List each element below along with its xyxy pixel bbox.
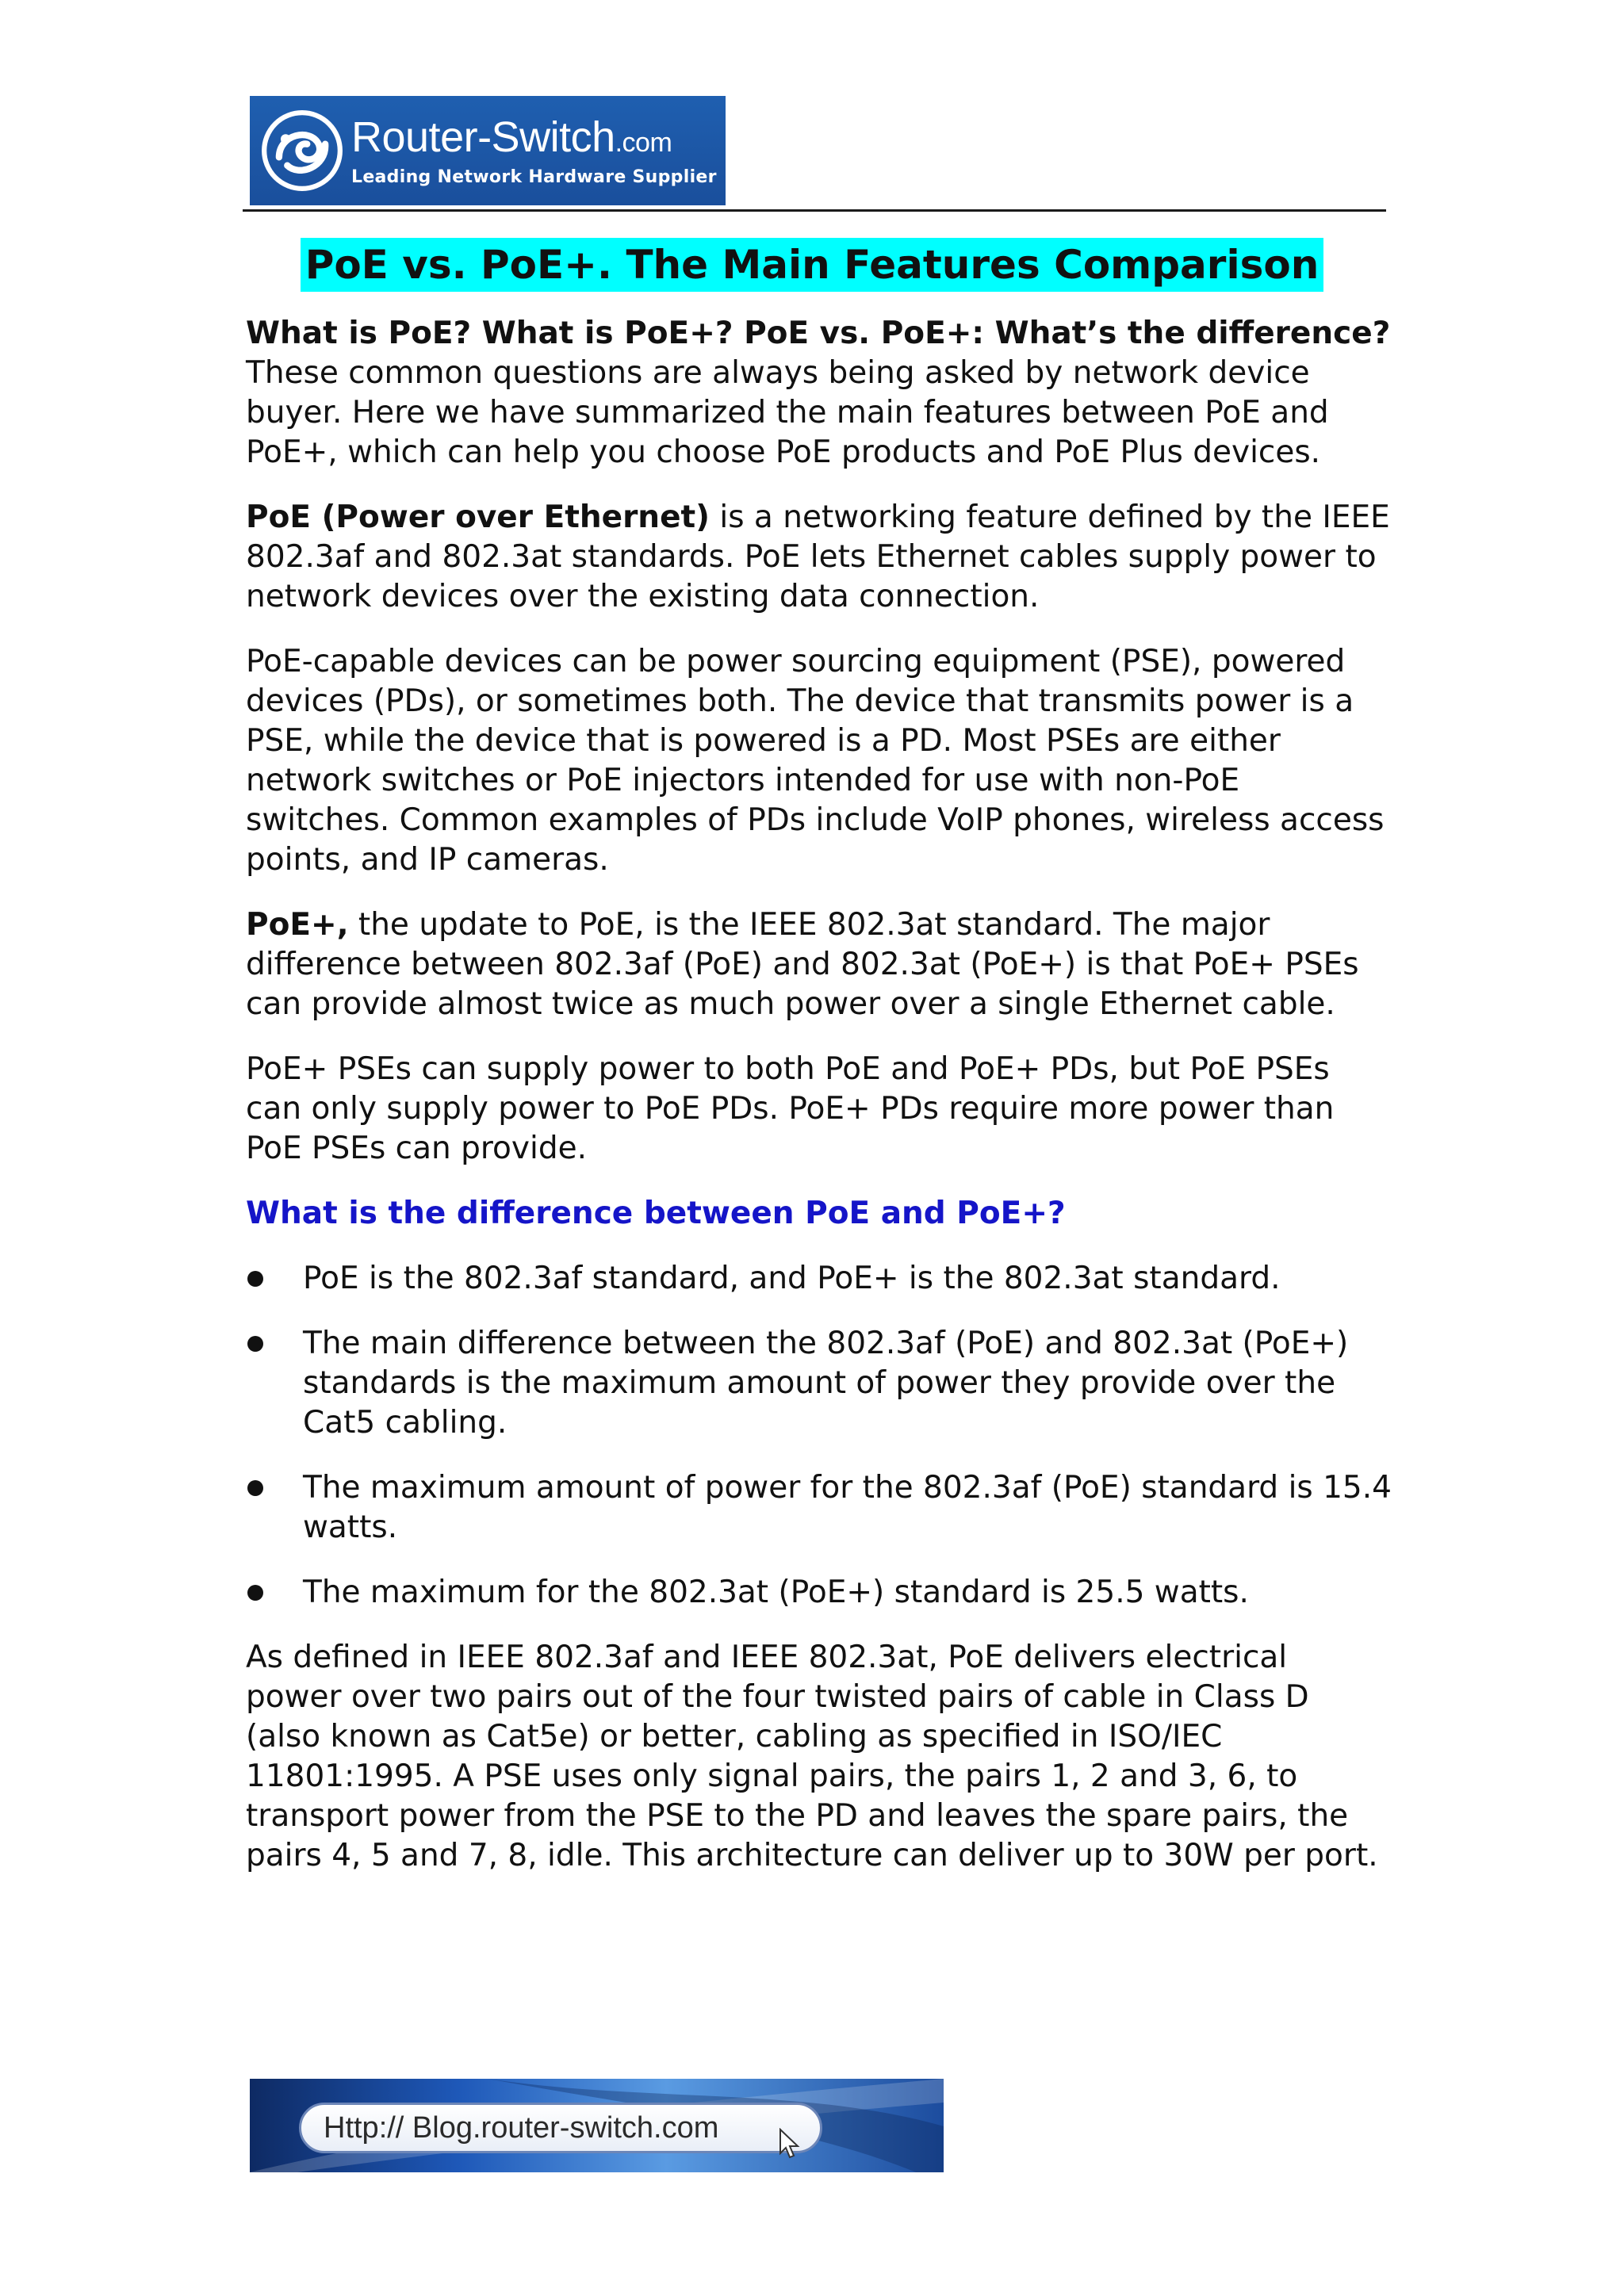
intro-paragraph <box>246 314 1392 473</box>
title-container <box>0 238 1624 292</box>
bullet-dot-icon <box>247 1336 263 1352</box>
list-item <box>246 1573 1392 1613</box>
difference-list <box>246 1259 1392 1613</box>
list-item-text: The maximum for the 802.3at (PoE+) standard is 25.5 watts. <box>303 1575 1249 1610</box>
router-switch-logo[interactable] <box>250 96 726 205</box>
logo-suffix: .com <box>615 127 672 158</box>
list-item-text: PoE is the 802.3af standard, and PoE+ is the 802.3at standard. <box>303 1261 1281 1296</box>
list-item-text: The main difference between the 802.3af (PoE) and 802.3at (PoE+) standards is the maximum amount of power they provide over the Cat5 cabling. <box>303 1326 1349 1441</box>
intro-text: These common questions are always being asked by network device buyer. Here we have summarized the main features between PoE and PoE+, which can help you choose PoE products and PoE Plus devices. <box>246 355 1329 470</box>
devices-paragraph: PoE-capable devices can be power sourcing equipment (PSE), powered devices (PDs), or sometimes both. The device that transmits power is a PSE, while the device that is powered is a PD. Most PSEs are either network switches or PoE injectors intended for use with non-PoE switches. Common examples of PDs include VoIP phones, wireless access points, and IP cameras. <box>246 644 1385 878</box>
logo-name: Router-Switch.com <box>351 113 672 161</box>
bullet-dot-icon <box>247 1585 263 1601</box>
list-item <box>246 1468 1392 1548</box>
header-divider <box>243 209 1386 212</box>
poe-term: PoE (Power over Ethernet) <box>246 499 710 535</box>
logo-swirl-icon <box>261 109 343 192</box>
blog-banner[interactable] <box>250 2079 944 2172</box>
blog-url-text: Http:// Blog.router-switch.com <box>324 2110 719 2145</box>
bullet-dot-icon <box>247 1480 263 1496</box>
poe-definition-text: is a networking feature defined by the IEEE 802.3af and 802.3at standards. PoE lets Ethernet cables supply power to network devices over the existing data connection. <box>246 499 1390 614</box>
poe-definition-paragraph <box>246 498 1392 617</box>
logo-text <box>351 113 717 189</box>
list-item <box>246 1324 1392 1443</box>
mouse-cursor-icon <box>778 2128 802 2160</box>
logo-tagline: Leading Network Hardware Supplier <box>351 166 717 187</box>
blog-url-field[interactable] <box>299 2103 822 2153</box>
difference-subheading: What is the difference between PoE and PoE+? <box>246 1196 1066 1231</box>
bullet-dot-icon <box>247 1271 263 1287</box>
list-item <box>246 1259 1392 1299</box>
poeplus-definition-text: the update to PoE, is the IEEE 802.3at standard. The major difference between 802.3af (PoE) and 802.3at (PoE+) is that PoE+ PSEs can provide almost twice as much power over a single Ethernet cable. <box>246 907 1359 1022</box>
poeplus-term: PoE+, <box>246 907 349 943</box>
final-paragraph: As defined in IEEE 802.3af and IEEE 802.3at, PoE delivers electrical power over two pairs out of the four twisted pairs of cable in Class D (also known as Cat5e) or better, cabling as specified in ISO/IEC 11801:1995. A PSE uses only signal pairs, the pairs 1, 2 and 3, 6, to transport power from the PSE to the PD and leaves the spare pairs, the pairs 4, 5 and 7, 8, idle. This architecture can deliver up to 30W per port. <box>246 1640 1378 1873</box>
article-body <box>246 314 1392 1901</box>
pse-paragraph: PoE+ PSEs can supply power to both PoE and PoE+ PDs, but PoE PSEs can only supply power to PoE PDs. PoE+ PDs require more power than PoE PSEs can provide. <box>246 1051 1335 1166</box>
intro-question: What is PoE? What is PoE+? PoE vs. PoE+: What’s the difference? <box>246 316 1391 351</box>
page-title: PoE vs. PoE+. The Main Features Comparison <box>301 238 1324 292</box>
poeplus-definition-paragraph <box>246 905 1392 1024</box>
list-item-text: The maximum amount of power for the 802.3af (PoE) standard is 15.4 watts. <box>303 1470 1392 1545</box>
